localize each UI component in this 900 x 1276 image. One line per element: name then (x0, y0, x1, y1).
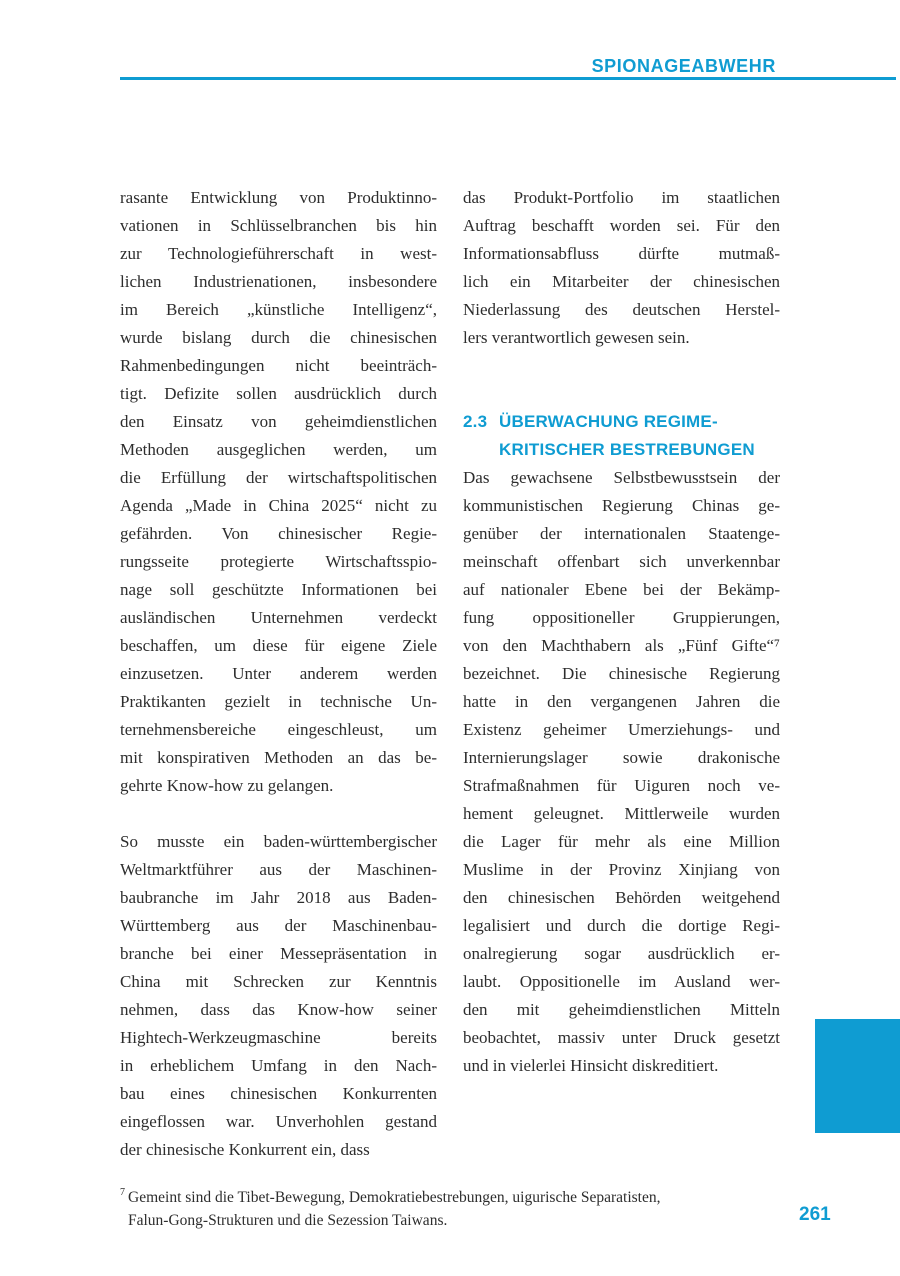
section-title (499, 408, 780, 464)
footnote-line-2: Falun-Gong-Strukturen und die Sezession Taiwans. (128, 1212, 448, 1229)
page-number: 261 (799, 1204, 831, 1225)
text-line: So musste ein baden-württembergischer (120, 832, 437, 851)
paragraph-machine-tool-case (120, 828, 437, 1164)
text-line: Informationsabfluss dürfte mutmaß- (463, 244, 780, 263)
text-line: Niederlassung des deutschen Herstel- (463, 300, 780, 319)
text-line: Muslime in der Provinz Xinjiang von (463, 860, 780, 879)
text-line: nage soll geschützte Informationen bei (120, 580, 437, 599)
text-line: bezeichnet. Die chinesische Regierung (463, 664, 780, 683)
section-heading (463, 408, 780, 464)
footnote-line-1 (120, 1186, 800, 1209)
section-title-line-2: KRITISCHER BESTREBUNGEN (499, 440, 755, 459)
text-line: gefährden. Von chinesischer Regie- (120, 524, 437, 543)
text-line: Praktikanten gezielt in technische Un- (120, 692, 437, 711)
text-line: in erheblichem Umfang in den Nach- (120, 1056, 437, 1075)
text-line: vationen in Schlüsselbranchen bis hin (120, 216, 437, 235)
text-line: ausländischen Unternehmen verdeckt (120, 608, 437, 627)
text-line: Württemberg aus der Maschinenbau- (120, 916, 437, 935)
paragraph-information-leak (463, 184, 780, 352)
text-line: Auftrag beschafft worden sei. Für den (463, 216, 780, 235)
text-line: branche bei einer Messepräsentation in (120, 944, 437, 963)
text-line: Existenz geheimer Umerziehungs- und (463, 720, 780, 739)
text-line: Strafmaßnahmen für Uiguren noch ve- (463, 776, 780, 795)
text-line: Das gewachsene Selbstbewusstsein der (463, 468, 780, 487)
text-line: China mit Schrecken zur Kenntnis (120, 972, 437, 991)
text-line: gehrte Know-how zu gelangen. (120, 776, 334, 795)
text-line: hatte in den vergangenen Jahren die (463, 692, 780, 711)
text-line: kommunistischen Regierung Chinas ge- (463, 496, 780, 515)
footnote-text-1: Gemeint sind die Tibet-Bewegung, Demokratiebestrebungen, uigurische Separatisten, (128, 1189, 661, 1206)
text-line: im Bereich „künstliche Intelligenz“, (120, 300, 437, 319)
text-line: tigt. Defizite sollen ausdrücklich durch (120, 384, 437, 403)
left-column (120, 184, 437, 1164)
text-line: fung oppositioneller Gruppierungen, (463, 608, 780, 627)
paragraph-regime-critical (463, 464, 780, 1080)
text-line: hement geleugnet. Mittlerweile wurden (463, 804, 780, 823)
text-line: mit konspirativen Methoden an das be- (120, 748, 437, 767)
text-line: Internierungslager sowie drakonische (463, 748, 780, 767)
footnote-marker: 7 (120, 1186, 125, 1198)
text-line: das Produkt-Portfolio im staatlichen (463, 188, 780, 207)
text-line: lichen Industrienationen, insbesondere (120, 272, 437, 291)
text-line: die Lager für mehr als eine Million (463, 832, 780, 851)
text-line: von den Machthabern als „Fünf Gifte“⁷ (463, 636, 780, 655)
text-line: auf nationaler Ebene bei der Bekämp- (463, 580, 780, 599)
text-line: Methoden ausgeglichen werden, um (120, 440, 437, 459)
text-line: laubt. Oppositionelle im Ausland wer- (463, 972, 780, 991)
right-column (463, 184, 780, 1164)
header-rule (120, 77, 896, 80)
text-line: lers verantwortlich gewesen sein. (463, 328, 690, 347)
text-line: Rahmenbedingungen nicht beeinträch- (120, 356, 437, 375)
text-line: der chinesische Konkurrent ein, dass (120, 1140, 370, 1159)
text-line: eingeflossen war. Unverhohlen gestand (120, 1112, 437, 1131)
footnote (120, 1186, 800, 1232)
text-line: Hightech-Werkzeugmaschine bereits (120, 1028, 437, 1047)
section-title-line-1: ÜBERWACHUNG REGIME- (499, 412, 718, 431)
text-line: den mit geheimdienstlichen Mitteln (463, 1000, 780, 1019)
text-line: beobachtet, massiv unter Druck gesetzt (463, 1028, 780, 1047)
text-line: einzusetzen. Unter anderem werden (120, 664, 437, 683)
text-line: genüber der internationalen Staatenge- (463, 524, 780, 543)
running-header-title: SPIONAGEABWEHR (591, 56, 776, 76)
text-columns (120, 184, 780, 1164)
text-line: ternehmensbereiche eingeschleust, um (120, 720, 437, 739)
paragraph-economic-espionage (120, 184, 437, 800)
text-line: wurde bislang durch die chinesischen (120, 328, 437, 347)
section-number: 2.3 (463, 412, 488, 431)
text-line: onalregierung sogar ausdrücklich er- (463, 944, 780, 963)
text-line: den Einsatz von geheimdienstlichen (120, 412, 437, 431)
accent-color-block (815, 1019, 900, 1133)
text-line: und in vielerlei Hinsicht diskreditiert. (463, 1056, 719, 1075)
text-line: zur Technologieführerschaft in west- (120, 244, 437, 263)
text-line: Weltmarktführer aus der Maschinen- (120, 860, 437, 879)
text-line: bau eines chinesischen Konkurrenten (120, 1084, 437, 1103)
text-line: meinschaft offenbart sich unverkennbar (463, 552, 780, 571)
text-line: Agenda „Made in China 2025“ nicht zu (120, 496, 437, 515)
text-line: nehmen, dass das Know-how seiner (120, 1000, 437, 1019)
text-line: legalisiert und durch die dortige Regi- (463, 916, 780, 935)
text-line: lich ein Mitarbeiter der chinesischen (463, 272, 780, 291)
text-line: baubranche im Jahr 2018 aus Baden- (120, 888, 437, 907)
text-line: den chinesischen Behörden weitgehend (463, 888, 780, 907)
text-line: rungsseite protegierte Wirtschaftsspio- (120, 552, 437, 571)
text-line: die Erfüllung der wirtschaftspolitischen (120, 468, 437, 487)
text-line: beschaffen, um diese für eigene Ziele (120, 636, 437, 655)
text-line: rasante Entwicklung von Produktinno- (120, 188, 437, 207)
